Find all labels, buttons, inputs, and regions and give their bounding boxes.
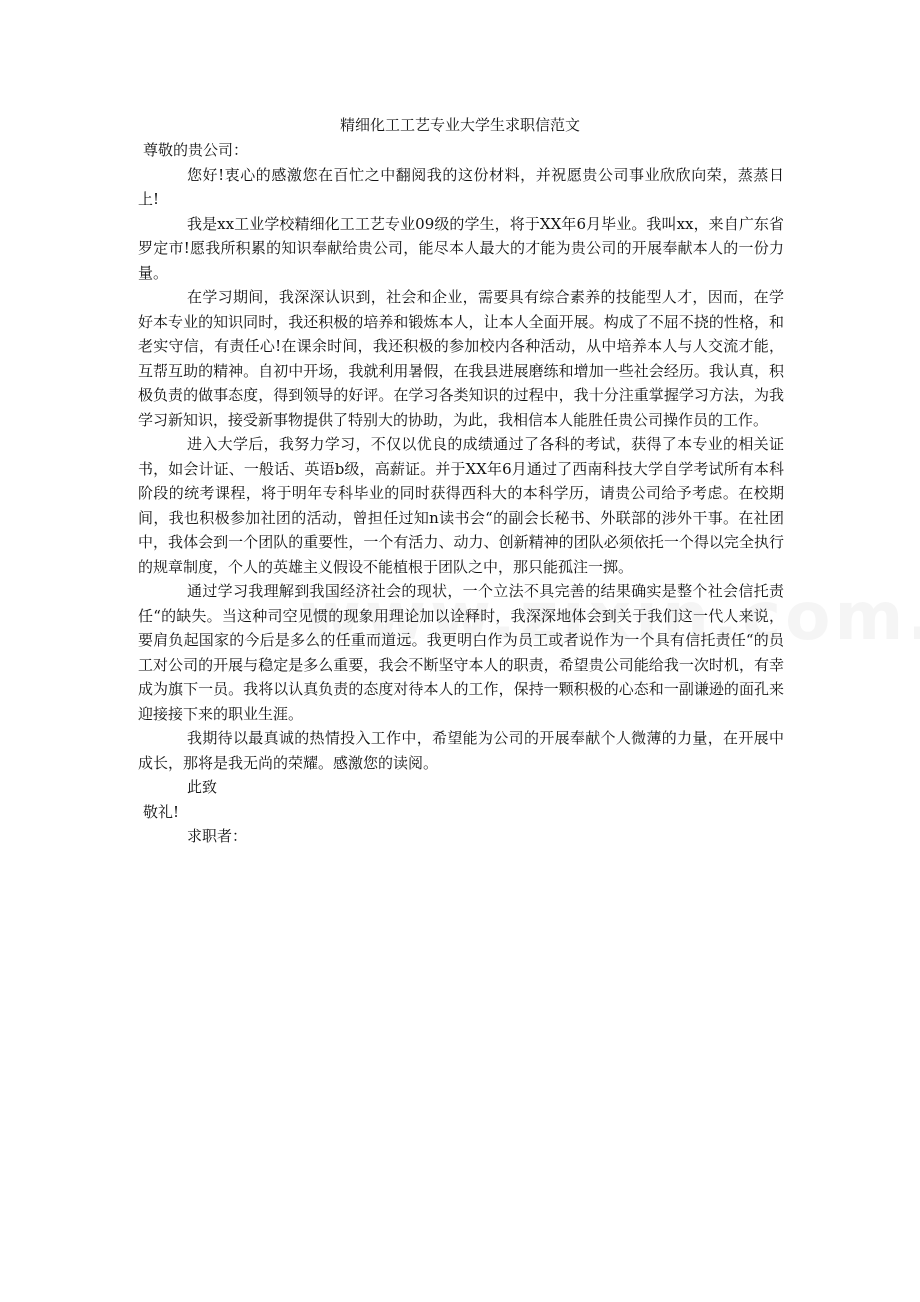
paragraph-understanding: 通过学习我理解到我国经济社会的现状，一个立法不具完善的结果确实是整个社会信托责任“的缺失。当这种司空见惯的现象用理论加以诠释时，我深深地体会到关于我们这一代人来说，要肩负起国家的今后是多么的任重而道远。我更明白作为员工或者说作为一个具有信托责任“的员工对公司的开展与稳定是多么重要，我会不断坚守本人的职责，希望贵公司能给我一次时机，有幸成为旗下一员。我将以认真负责的态度对待本人的工作，保持一颗积极的心态和一副谦逊的面孔来迎接接下来的职业生涯。 bbox=[138, 582, 784, 723]
closing-jingli: 敬礼! bbox=[143, 802, 180, 821]
closing-cizhi: 此致 bbox=[187, 778, 218, 796]
document-title: 精细化工工艺专业大学生求职信范文 bbox=[339, 116, 580, 134]
paragraph-expectation: 我期待以最真诚的热情投入工作中，希望能为公司的开展奉献个人微薄的力量，在开展中成长，那将是我无尚的荣耀。感激您的读阅。 bbox=[138, 729, 784, 772]
paragraph-study-period: 在学习期间，我深深认识到，社会和企业，需要具有综合素养的技能型人才，因而，在学好本专业的知识同时，我还积极的培养和锻炼本人，让本人全面开展。构成了不屈不挠的性格，和老实守信，有责任心!在课余时间，我还积极的参加校内各种活动，从中培养本人与人交流才能，互帮互助的精神。自初中开场，我就利用暑假，在我县进展磨练和增加一些社会经历。我认真，积极负责的做事态度，得到领导的好评。在学习各类知识的过程中，我十分注重掌握学习方法，为我学习新知识，接受新事物提供了特别大的协助，为此，我相信本人能胜任贵公司操作员的工作。 bbox=[138, 288, 784, 429]
paragraph-greeting: 您好!衷心的感激您在百忙之中翻阅我的这份材料，并祝愿贵公司事业欣欣向荣，蒸蒸日上! bbox=[138, 165, 784, 208]
salutation: 尊敬的贵公司： bbox=[143, 141, 249, 159]
paragraph-university: 进入大学后，我努力学习，不仅以优良的成绩通过了各科的考试，获得了本专业的相关证书，如会计证、一般话、英语b级，高薪证。并于XX年6月通过了西南科技大学自学考试所有本科阶段的统考课程，将于明年专科毕业的同时获得西科大的本科学历，请贵公司给予考虑。在校期间，我也积极参加社团的活动，曾担任过知n读书会“的副会长秘书、外联部的涉外干事。在社团中，我体会到一个团队的重要性，一个有活力、动力、创新精神的团队必须依托一个得以完全执行的规章制度，个人的英雄主义假设不能植根于团队之中，那只能孤注一掷。 bbox=[138, 435, 784, 576]
signature-label: 求职者： bbox=[187, 827, 248, 845]
letter-body bbox=[138, 138, 784, 849]
paragraph-introduction: 我是xx工业学校精细化工工艺专业09级的学生，将于XX年6月毕业。我叫xx，来自广东省罗定市!愿我所积累的知识奉献给贵公司，能尽本人最大的才能为贵公司的开展奉献本人的一份力量。 bbox=[138, 214, 784, 282]
